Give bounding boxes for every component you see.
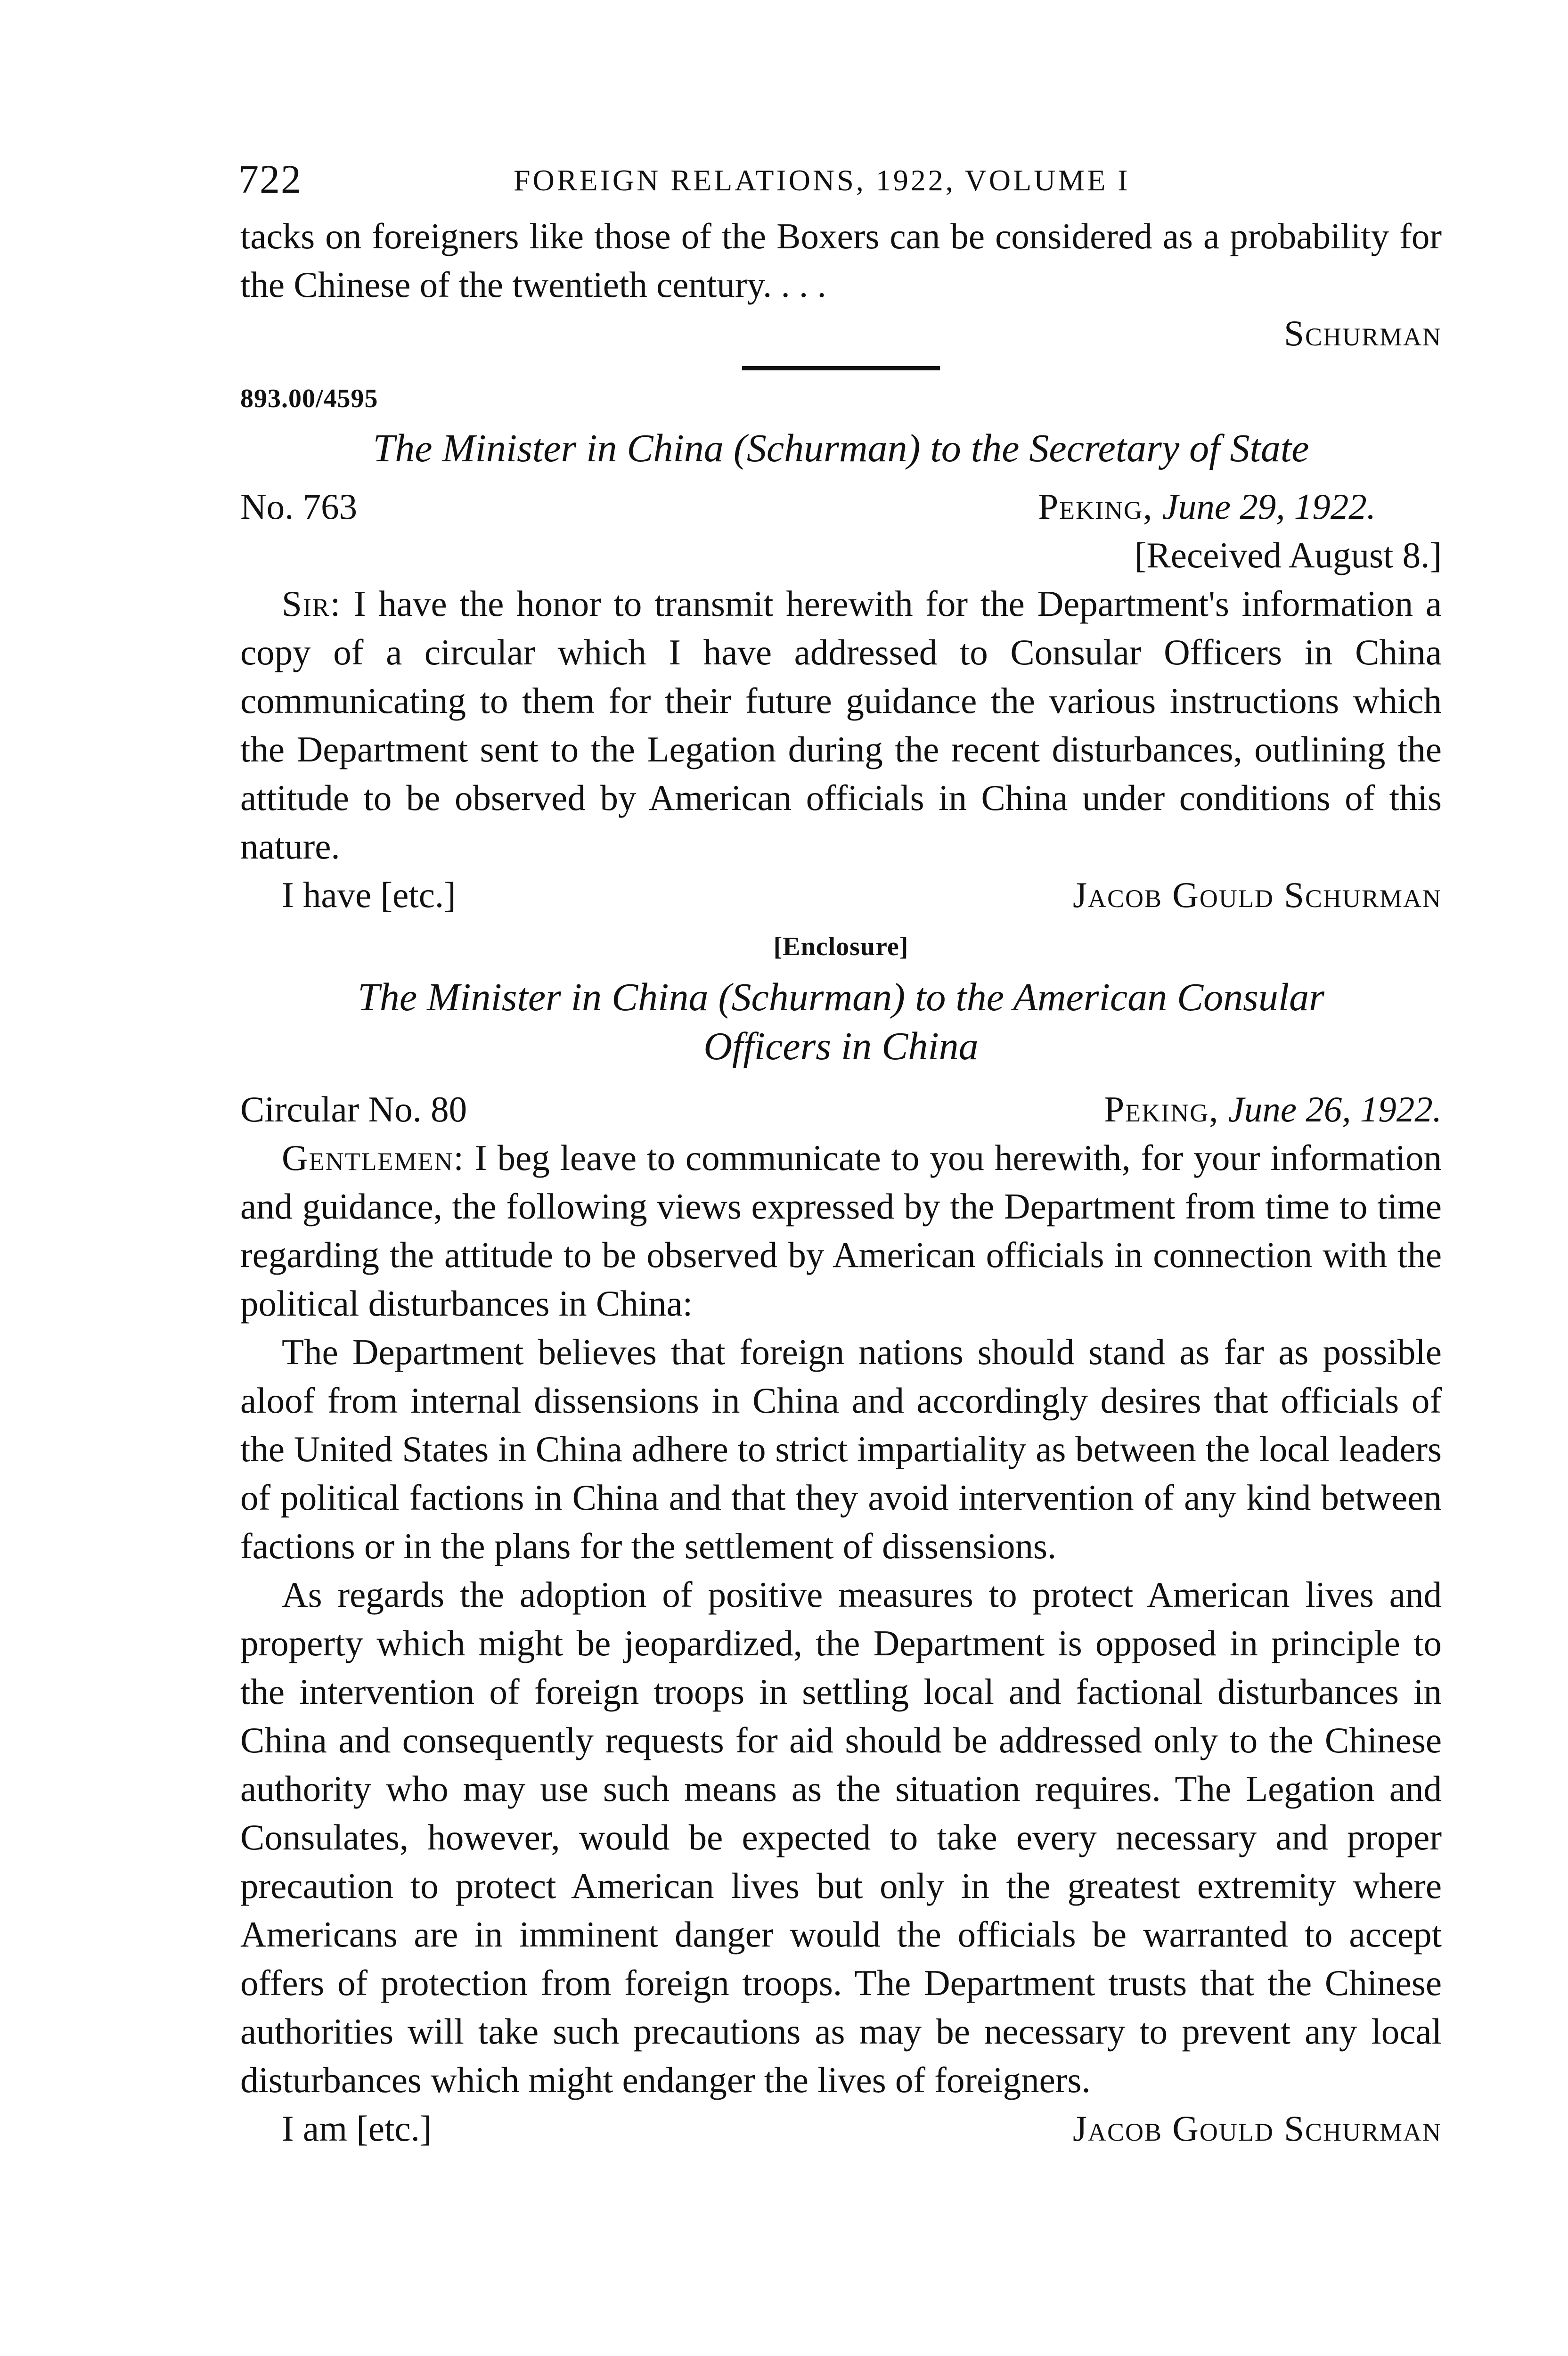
enclosure-heading-line-1: The Minister in China (Schurman) to the American Consular — [358, 975, 1324, 1019]
circular-intro — [240, 1134, 1442, 1328]
despatch-signature: Jacob Gould Schurman — [1073, 875, 1442, 915]
despatch-number-row — [240, 483, 1442, 531]
despatch-paragraph — [240, 580, 1442, 871]
despatch-body — [240, 580, 1442, 871]
circular-place-date — [1104, 1085, 1442, 1134]
circular-closing: I am [etc.] — [282, 2108, 432, 2149]
despatch-body-text: I have the honor to transmit herewith for the Department's information a copy of a circular which I have addressed to Consular Officers in China communicating to them for their future guidance the various instructions which the Department sent to the Legation during the recent disturbances, outlining the attitude to be observed by American officials in China under conditions of this nature. — [240, 583, 1442, 867]
page-number: 722 — [238, 156, 302, 202]
despatch-place: Peking, — [1038, 486, 1153, 527]
running-head — [240, 155, 1442, 212]
circular-paragraph-1: The Department believes that foreign nations should stand as far as possible aloof from internal dissensions in China and accordingly desires that officials of the United States in China adhere to strict impartiality as between the local leaders of political factions in China and that they avoid intervention of any kind between factions or in the plans for the settlement of dissensions. — [240, 1332, 1442, 1566]
enclosure-label: [Enclosure] — [773, 932, 909, 961]
despatch-signoff — [240, 871, 1442, 919]
despatch-date: June 29, 1922. — [1162, 486, 1376, 527]
circular-signature: Jacob Gould Schurman — [1073, 2108, 1442, 2149]
file-number: 893.00/4595 — [240, 384, 378, 413]
continuation-section — [240, 212, 1442, 358]
circular-intro-text: I beg leave to communicate to you herewith, for your information and guidance, the following views expressed by the Department from time to time regarding the attitude to be observed by American officials in connection with the political disturbances in China: — [240, 1137, 1442, 1324]
continuation-text: tacks on foreigners like those of the Boxers can be considered as a probability for the Chinese of the twentieth century. . . . — [240, 216, 1442, 305]
circular-place: Peking, — [1104, 1089, 1219, 1129]
despatch-heading: The Minister in China (Schurman) to the Secretary of State — [373, 426, 1309, 470]
despatch-salutation: Sir: — [282, 583, 342, 624]
circular-body — [240, 1134, 1442, 2104]
continuation-signature: Schurman — [1284, 313, 1442, 353]
circular-signoff — [240, 2104, 1442, 2153]
circular-date: June 26, 1922. — [1228, 1089, 1442, 1129]
enclosure-heading-line-2: Officers in China — [703, 1024, 979, 1068]
circular-paragraph-2: As regards the adoption of positive measures to protect American lives and property which might be jeopardized, the Department is opposed in principle to the intervention of foreign troops in settling local and factional disturbances in China and consequently requests for aid should be addressed only to the Chinese authority who may use such means as the situation requires. The Legation and Consulates, however, would be expected to take every necessary and proper precaution to protect American lives but only in the greatest extremity where Americans are in imminent danger would the officials be warranted to accept offers of protection from foreign troops. The Department trusts that the Chinese authorities will take such precautions as may be necessary to prevent any local disturbances which might endanger the lives of foreigners. — [240, 1574, 1442, 2100]
received-note: [Received August 8.] — [1134, 535, 1442, 575]
section-divider — [742, 366, 940, 370]
despatch-number: No. 763 — [240, 486, 358, 527]
circular-number-row — [240, 1085, 1442, 1134]
running-title: FOREIGN RELATIONS, 1922, VOLUME I — [514, 164, 1130, 197]
circular-number: Circular No. 80 — [240, 1089, 467, 1129]
despatch-place-date — [1038, 483, 1442, 531]
despatch-closing: I have [etc.] — [282, 875, 456, 915]
document-page — [240, 155, 1442, 2153]
circular-salutation: Gentlemen: — [282, 1137, 465, 1178]
